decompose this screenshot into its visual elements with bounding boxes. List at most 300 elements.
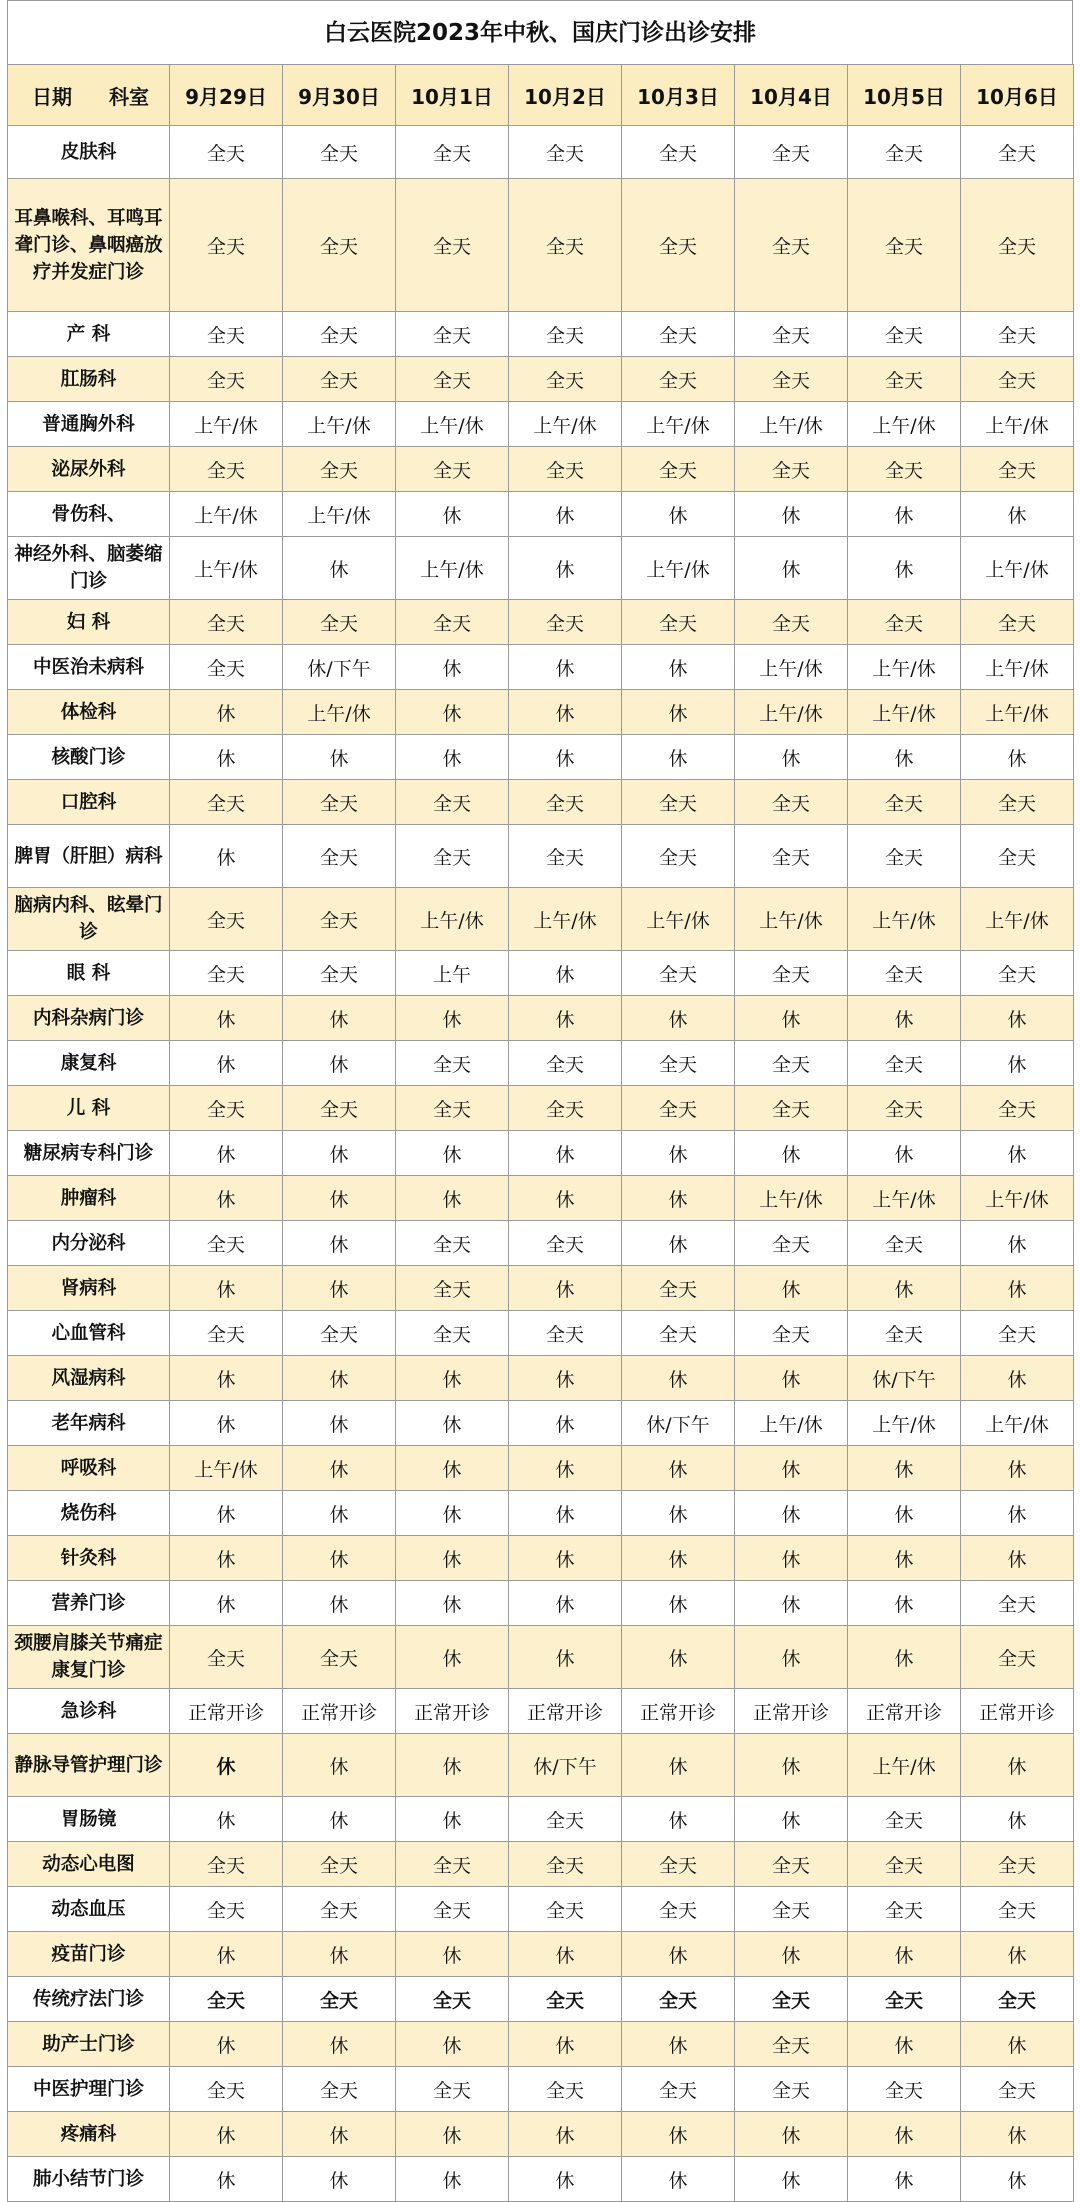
schedule-cell: 休 [283,1041,396,1086]
schedule-cell: 全天 [396,1842,509,1887]
schedule-cell: 全天 [396,312,509,357]
schedule-cell: 休 [283,1401,396,1446]
schedule-cell: 休 [622,1221,735,1266]
schedule-cell: 休 [735,1626,848,1689]
schedule-cell: 上午/休 [735,402,848,447]
department-cell: 传统疗法门诊 [8,1977,170,2022]
table-row [8,1977,1074,2022]
schedule-cell: 休 [396,735,509,780]
table-row [8,1176,1074,1221]
schedule-cell: 休 [509,1266,622,1311]
schedule-cell: 全天 [961,825,1074,888]
schedule-cell: 全天 [509,1887,622,1932]
schedule-cell: 全天 [961,2067,1074,2112]
schedule-cell: 上午/休 [848,645,961,690]
schedule-cell: 休 [961,1491,1074,1536]
schedule-cell: 全天 [509,1086,622,1131]
schedule-cell: 全天 [961,312,1074,357]
schedule-cell: 全天 [848,1797,961,1842]
schedule-cell: 全天 [735,179,848,312]
schedule-cell: 休 [961,1446,1074,1491]
schedule-cell: 全天 [848,447,961,492]
table-row [8,1266,1074,1311]
table-row [8,1311,1074,1356]
schedule-cell: 休 [509,1626,622,1689]
department-cell: 呼吸科 [8,1446,170,1491]
schedule-cell: 全天 [170,1311,283,1356]
schedule-cell: 休 [283,1131,396,1176]
schedule-cell: 全天 [961,1086,1074,1131]
schedule-cell: 休 [509,645,622,690]
schedule-cell: 全天 [735,1086,848,1131]
schedule-cell: 休 [170,1581,283,1626]
schedule-cell: 全天 [396,447,509,492]
schedule-cell: 全天 [170,888,283,951]
header-date: 10月1日 [396,65,509,126]
schedule-cell: 全天 [509,1842,622,1887]
department-cell: 儿 科 [8,1086,170,1131]
schedule-cell: 全天 [170,1977,283,2022]
department-cell: 针灸科 [8,1536,170,1581]
schedule-cell: 上午/休 [961,537,1074,600]
schedule-cell: 全天 [961,1581,1074,1626]
schedule-cell: 全天 [735,1311,848,1356]
schedule-cell: 休 [961,2112,1074,2157]
department-cell: 骨伤科、 [8,492,170,537]
schedule-cell: 休 [396,996,509,1041]
table-row [8,126,1074,179]
schedule-cell: 全天 [170,447,283,492]
department-cell: 动态心电图 [8,1842,170,1887]
schedule-cell: 休 [509,1446,622,1491]
department-cell: 肺小结节门诊 [8,2157,170,2202]
schedule-cell: 上午/休 [961,645,1074,690]
schedule-cell: 休 [283,1356,396,1401]
department-cell: 心血管科 [8,1311,170,1356]
schedule-cell: 休 [283,996,396,1041]
schedule-cell: 上午/休 [848,1401,961,1446]
schedule-cell: 全天 [396,1041,509,1086]
table-row [8,2022,1074,2067]
schedule-cell: 休 [396,1581,509,1626]
header-corner [8,65,170,126]
schedule-cell: 全天 [396,1266,509,1311]
schedule-cell: 休 [961,1266,1074,1311]
schedule-cell: 休 [622,1734,735,1797]
schedule-cell: 正常开诊 [961,1689,1074,1734]
schedule-cell: 休 [622,1797,735,1842]
table-row [8,645,1074,690]
schedule-cell: 全天 [622,1086,735,1131]
schedule-cell: 全天 [622,2067,735,2112]
schedule-cell: 上午/休 [961,1401,1074,1446]
table-row [8,1689,1074,1734]
schedule-cell: 休 [396,492,509,537]
department-cell: 口腔科 [8,780,170,825]
schedule-cell: 全天 [170,1842,283,1887]
schedule-cell: 正常开诊 [735,1689,848,1734]
schedule-cell: 全天 [848,179,961,312]
schedule-cell: 全天 [622,357,735,402]
schedule-cell: 休 [848,1131,961,1176]
table-row [8,1581,1074,1626]
table-row [8,996,1074,1041]
schedule-cell: 全天 [848,126,961,179]
schedule-cell: 全天 [735,126,848,179]
schedule-cell: 休 [170,1176,283,1221]
schedule-cell: 休 [509,2022,622,2067]
schedule-cell: 休 [848,1536,961,1581]
schedule-cell: 全天 [848,2067,961,2112]
schedule-cell: 全天 [961,126,1074,179]
schedule-cell: 上午/休 [283,690,396,735]
schedule-cell: 休 [622,735,735,780]
schedule-cell: 休 [396,1932,509,1977]
schedule-cell: 休/下午 [283,645,396,690]
table-row [8,1536,1074,1581]
schedule-cell: 休 [283,1581,396,1626]
schedule-cell: 休 [283,1491,396,1536]
schedule-cell: 休 [283,2157,396,2202]
schedule-cell: 上午/休 [735,1401,848,1446]
schedule-cell: 休 [735,2112,848,2157]
schedule-cell: 全天 [283,126,396,179]
schedule-cell: 休 [170,1041,283,1086]
schedule-cell: 全天 [961,1311,1074,1356]
schedule-cell: 休 [396,1401,509,1446]
schedule-cell: 休 [961,1356,1074,1401]
schedule-cell: 休 [170,1734,283,1797]
schedule-cell: 休 [509,2112,622,2157]
schedule-cell: 上午/休 [622,402,735,447]
schedule-cell: 休 [509,1176,622,1221]
schedule-cell: 全天 [396,1086,509,1131]
schedule-sheet [7,0,1073,2202]
schedule-cell: 全天 [735,2067,848,2112]
schedule-cell: 全天 [283,2067,396,2112]
schedule-cell: 全天 [848,951,961,996]
schedule-cell: 休 [622,1491,735,1536]
schedule-cell: 休 [848,1446,961,1491]
schedule-cell: 正常开诊 [170,1689,283,1734]
schedule-cell: 上午/休 [961,690,1074,735]
schedule-cell: 全天 [735,1842,848,1887]
department-cell: 疫苗门诊 [8,1932,170,1977]
schedule-cell: 上午 [396,951,509,996]
schedule-cell: 上午/休 [735,690,848,735]
schedule-cell: 休 [283,1446,396,1491]
schedule-cell: 全天 [283,1887,396,1932]
table-row [8,825,1074,888]
schedule-cell: 休 [509,1401,622,1446]
table-row [8,1887,1074,1932]
schedule-cell: 全天 [396,825,509,888]
header-date: 9月29日 [170,65,283,126]
schedule-cell: 休 [848,2022,961,2067]
schedule-cell: 上午/休 [735,888,848,951]
table-row [8,402,1074,447]
schedule-cell: 休 [170,2157,283,2202]
department-cell: 动态血压 [8,1887,170,1932]
table-row [8,179,1074,312]
schedule-cell: 上午/休 [509,402,622,447]
schedule-cell: 上午/休 [735,1176,848,1221]
department-cell: 核酸门诊 [8,735,170,780]
department-cell: 颈腰肩膝关节痛症康复门诊 [8,1626,170,1689]
table-row [8,1797,1074,1842]
schedule-cell: 休 [283,735,396,780]
schedule-cell: 休 [961,2022,1074,2067]
schedule-cell: 休 [848,1266,961,1311]
schedule-cell: 休 [170,1266,283,1311]
table-row [8,780,1074,825]
schedule-cell: 全天 [622,312,735,357]
schedule-cell: 休 [509,537,622,600]
table-row [8,1734,1074,1797]
schedule-cell: 休 [735,1356,848,1401]
department-cell: 疼痛科 [8,2112,170,2157]
schedule-cell: 全天 [170,1626,283,1689]
schedule-cell: 休 [283,1932,396,1977]
table-row [8,1131,1074,1176]
schedule-cell: 全天 [961,1842,1074,1887]
schedule-cell: 全天 [396,780,509,825]
schedule-cell: 休 [848,1626,961,1689]
schedule-cell: 休 [396,1491,509,1536]
department-cell: 泌尿外科 [8,447,170,492]
schedule-cell: 休 [848,2157,961,2202]
schedule-cell: 上午/休 [622,537,735,600]
schedule-cell: 全天 [396,1887,509,1932]
schedule-cell: 全天 [735,1887,848,1932]
schedule-cell: 全天 [509,1311,622,1356]
schedule-cell: 休 [509,2157,622,2202]
schedule-cell: 全天 [509,447,622,492]
schedule-cell: 正常开诊 [622,1689,735,1734]
table-row [8,1626,1074,1689]
schedule-cell: 全天 [622,600,735,645]
schedule-cell: 上午/休 [961,402,1074,447]
schedule-cell: 全天 [170,357,283,402]
schedule-cell: 全天 [848,1842,961,1887]
schedule-cell: 休 [622,1626,735,1689]
schedule-cell: 休 [961,2157,1074,2202]
table-row [8,735,1074,780]
schedule-cell: 上午/休 [961,1176,1074,1221]
schedule-cell: 休 [735,1581,848,1626]
schedule-cell: 全天 [622,1311,735,1356]
schedule-cell: 休 [283,2022,396,2067]
schedule-cell: 全天 [961,1887,1074,1932]
schedule-cell: 全天 [170,312,283,357]
schedule-cell: 全天 [283,1311,396,1356]
schedule-cell: 全天 [509,179,622,312]
table-row [8,1842,1074,1887]
schedule-cell: 全天 [509,780,622,825]
department-cell: 中医护理门诊 [8,2067,170,2112]
schedule-cell: 全天 [735,825,848,888]
schedule-cell: 休 [735,1932,848,1977]
schedule-cell: 休 [509,492,622,537]
schedule-cell: 全天 [961,600,1074,645]
schedule-cell: 全天 [735,1221,848,1266]
table-row [8,1041,1074,1086]
schedule-cell: 休 [396,1626,509,1689]
schedule-cell: 休/下午 [509,1734,622,1797]
schedule-cell: 全天 [396,1221,509,1266]
department-cell: 康复科 [8,1041,170,1086]
schedule-cell: 休 [848,537,961,600]
header-date: 10月2日 [509,65,622,126]
schedule-cell: 上午/休 [509,888,622,951]
schedule-cell: 全天 [283,1626,396,1689]
schedule-cell: 休 [735,1131,848,1176]
schedule-cell: 全天 [283,1977,396,2022]
schedule-cell: 休 [170,1131,283,1176]
schedule-cell: 休 [848,996,961,1041]
schedule-cell: 休 [961,996,1074,1041]
schedule-cell: 休 [396,2157,509,2202]
schedule-cell: 全天 [848,780,961,825]
department-cell: 肛肠科 [8,357,170,402]
schedule-cell: 全天 [735,951,848,996]
schedule-cell: 休 [735,735,848,780]
schedule-cell: 全天 [396,179,509,312]
schedule-cell: 全天 [622,1842,735,1887]
schedule-cell: 上午/休 [848,402,961,447]
schedule-cell: 全天 [509,126,622,179]
schedule-cell: 正常开诊 [509,1689,622,1734]
department-cell: 普通胸外科 [8,402,170,447]
schedule-cell: 休 [735,1536,848,1581]
schedule-cell: 全天 [961,951,1074,996]
schedule-cell: 全天 [283,312,396,357]
schedule-cell: 休 [170,2022,283,2067]
schedule-cell: 全天 [396,126,509,179]
schedule-cell: 休 [848,1491,961,1536]
schedule-cell: 休 [735,1734,848,1797]
schedule-cell: 休 [735,1446,848,1491]
header-date: 10月5日 [848,65,961,126]
schedule-cell: 全天 [396,2067,509,2112]
schedule-cell: 全天 [735,1041,848,1086]
schedule-cell: 休 [735,1491,848,1536]
schedule-cell: 休 [961,1932,1074,1977]
schedule-cell: 休 [170,1491,283,1536]
schedule-cell: 全天 [283,179,396,312]
schedule-cell: 全天 [848,357,961,402]
schedule-cell: 休/下午 [622,1401,735,1446]
schedule-cell: 全天 [735,357,848,402]
table-row [8,1491,1074,1536]
schedule-cell: 休 [622,1581,735,1626]
schedule-cell: 休 [848,2112,961,2157]
schedule-cell: 上午/休 [848,1176,961,1221]
schedule-cell: 休 [509,951,622,996]
header-corner-dept-label: 科室 [109,84,149,109]
schedule-cell: 全天 [622,447,735,492]
schedule-cell: 全天 [622,1041,735,1086]
schedule-cell: 全天 [509,2067,622,2112]
schedule-cell: 休 [396,1176,509,1221]
schedule-cell: 休 [170,996,283,1041]
schedule-cell: 全天 [735,2022,848,2067]
schedule-cell: 全天 [509,357,622,402]
schedule-cell: 全天 [622,179,735,312]
department-cell: 肿瘤科 [8,1176,170,1221]
schedule-cell: 全天 [735,780,848,825]
department-cell: 营养门诊 [8,1581,170,1626]
schedule-cell: 上午/休 [170,492,283,537]
schedule-cell: 全天 [509,1041,622,1086]
schedule-cell: 全天 [735,1977,848,2022]
schedule-cell: 休 [283,1176,396,1221]
schedule-cell: 休 [735,996,848,1041]
schedule-cell: 休 [961,1221,1074,1266]
department-cell: 急诊科 [8,1689,170,1734]
schedule-cell: 全天 [961,447,1074,492]
department-cell: 皮肤科 [8,126,170,179]
schedule-cell: 休 [961,1041,1074,1086]
schedule-cell: 全天 [283,888,396,951]
schedule-cell: 上午/休 [170,402,283,447]
schedule-cell: 全天 [848,1311,961,1356]
schedule-cell: 正常开诊 [283,1689,396,1734]
table-row [8,600,1074,645]
schedule-cell: 全天 [848,1041,961,1086]
schedule-cell: 休 [396,1734,509,1797]
schedule-cell: 休 [396,1446,509,1491]
schedule-cell: 休 [396,1356,509,1401]
table-row [8,1221,1074,1266]
schedule-cell: 休 [396,690,509,735]
schedule-cell: 休 [283,1266,396,1311]
schedule-cell: 全天 [848,1221,961,1266]
schedule-cell: 休 [509,690,622,735]
department-cell: 耳鼻喉科、耳鸣耳聋门诊、鼻咽癌放疗并发症门诊 [8,179,170,312]
schedule-cell: 休 [735,492,848,537]
schedule-cell: 全天 [509,825,622,888]
department-cell: 风湿病科 [8,1356,170,1401]
schedule-cell: 休 [848,492,961,537]
header-date: 10月4日 [735,65,848,126]
schedule-cell: 休 [848,735,961,780]
schedule-cell: 休 [735,2157,848,2202]
department-cell: 助产士门诊 [8,2022,170,2067]
schedule-cell: 休 [622,1932,735,1977]
department-cell: 脑病内科、眩晕门诊 [8,888,170,951]
schedule-cell: 休 [735,1266,848,1311]
schedule-cell: 休 [622,1536,735,1581]
schedule-cell: 休 [509,1131,622,1176]
schedule-cell: 休 [848,1581,961,1626]
schedule-cell: 全天 [622,951,735,996]
schedule-cell: 全天 [622,780,735,825]
schedule-cell: 上午/休 [283,402,396,447]
department-cell: 脾胃（肝胆）病科 [8,825,170,888]
table-header-row [8,65,1074,126]
schedule-cell: 全天 [170,645,283,690]
header-date: 9月30日 [283,65,396,126]
department-cell: 内科杂病门诊 [8,996,170,1041]
table-row [8,447,1074,492]
schedule-cell: 全天 [283,600,396,645]
schedule-cell: 全天 [961,179,1074,312]
schedule-cell: 上午/休 [848,690,961,735]
table-row [8,537,1074,600]
department-cell: 中医治未病科 [8,645,170,690]
schedule-cell: 全天 [509,600,622,645]
